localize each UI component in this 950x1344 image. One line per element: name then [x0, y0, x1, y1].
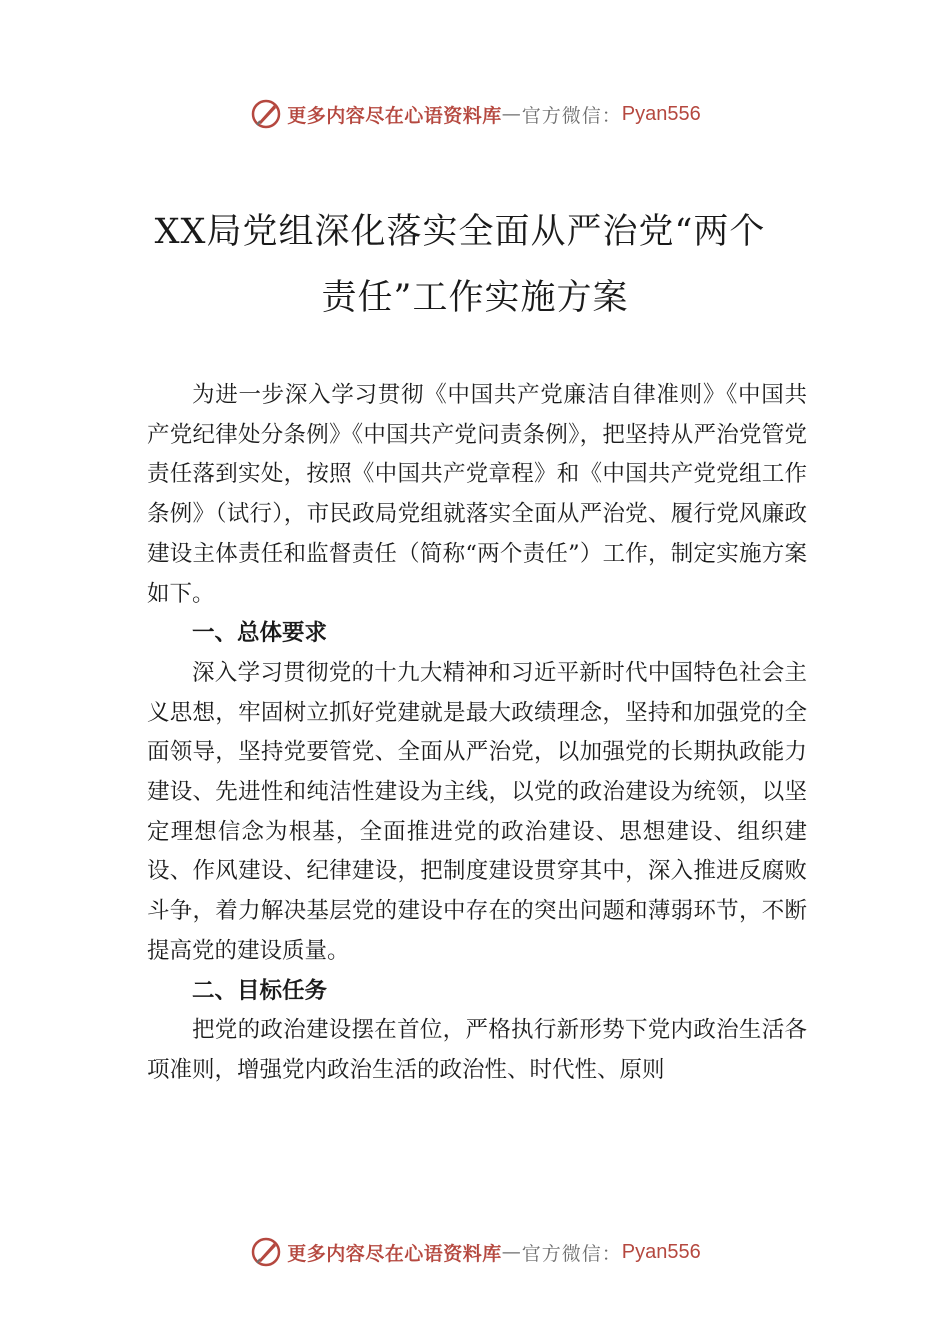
banner-dash: —: [501, 1241, 522, 1263]
header-watermark-banner: [0, 94, 950, 134]
footer-watermark-banner: [0, 1232, 950, 1272]
document-title-line-2: 责任”工作实施方案: [321, 278, 629, 318]
section-2-heading: 二、目标任务: [192, 977, 328, 1004]
banner-dash: —: [501, 103, 522, 125]
intro-paragraph: 为进一步深入学习贯彻《中国共产党廉洁自律准则》《中国共产党纪律处分条例》《中国共产党问责条例》，把坚持从严治党管党责任落到实处，按照《中国共产党章程》和《中国共产党党组工作条例》（试行），市民政局党组就落实全面从严治党、履行党风廉政建设主体责任和监督责任（简称“两个责任”）工作，制定实施方案如下。: [147, 382, 807, 607]
banner-wechat-id: Pyan556: [621, 1240, 701, 1263]
banner-label: 官方微信：: [521, 104, 622, 127]
banner-main-text: 更多内容尽在心语资料库: [287, 1242, 502, 1265]
quill-pen-logo-icon: [249, 1235, 283, 1269]
quill-pen-logo-icon: [249, 97, 283, 131]
banner-main-text: 更多内容尽在心语资料库: [287, 104, 502, 127]
section-2-paragraph: 把党的政治建设摆在首位，严格执行新形势下党内政治生活各项准则，增强党内政治生活的政治性、时代性、原则: [147, 1017, 807, 1083]
section-1-heading: 一、总体要求: [192, 620, 328, 647]
document-body: [147, 376, 807, 1091]
section-1-paragraph: 深入学习贯彻党的十九大精神和习近平新时代中国特色社会主义思想，牢固树立抓好党建就是最大政绩理念，坚持和加强党的全面领导，坚持党要管党、全面从严治党，以加强党的长期执政能力建设、先进性和纯洁性建设为主线，以党的政治建设为统领，以坚定理想信念为根基，全面推进党的政治建设、思想建设、组织建设、作风建设、纪律建设，把制度建设贯穿其中，深入推进反腐败斗争，着力解决基层党的建设中存在的突出问题和薄弱环节，不断提高党的建设质量。: [147, 659, 807, 964]
document-title-line-1: XX局党组深化落实全面从严治党“两个: [154, 212, 766, 252]
banner-wechat-id: Pyan556: [621, 102, 701, 125]
banner-label: 官方微信：: [521, 1242, 622, 1265]
